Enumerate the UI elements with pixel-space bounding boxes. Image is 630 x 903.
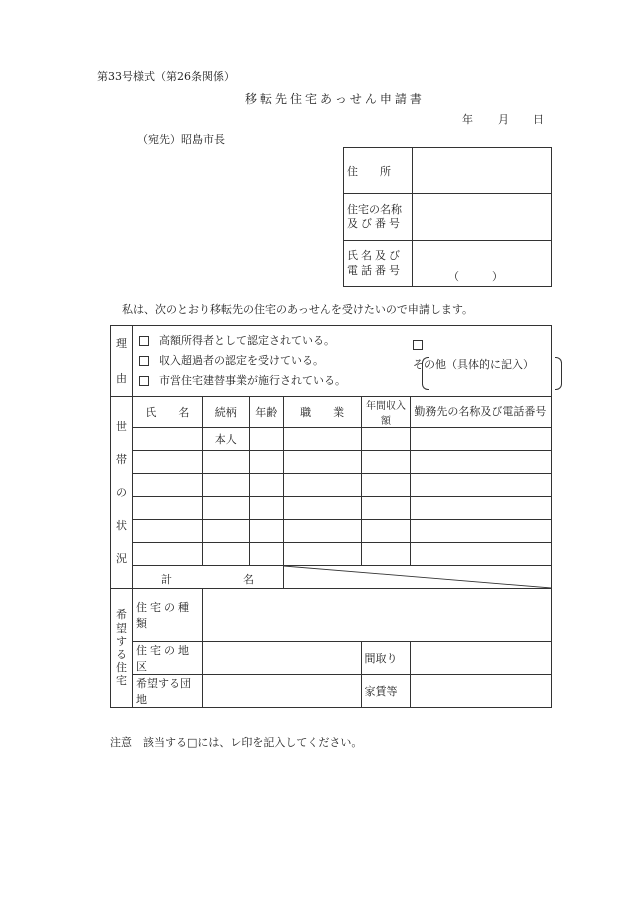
household-label: 世 帯 の 状 況: [111, 397, 133, 589]
total-cell: [132, 566, 283, 589]
reason-option-3[interactable]: 市営住宅建替事業が施行されている。: [139, 371, 548, 391]
address-label: 住 所: [344, 148, 413, 194]
total-label: 計: [160, 573, 172, 586]
checkbox-rebuild[interactable]: [139, 376, 149, 386]
form-number: 第33号様式（第26条関係）: [97, 70, 235, 83]
addressee: （宛先）昭島市長: [137, 133, 225, 146]
header-relation: 続柄: [202, 397, 249, 428]
slash-line: [284, 566, 551, 588]
phone-paren: （ ）: [448, 270, 503, 283]
reason-option-other[interactable]: その他（具体的に記入）: [413, 335, 551, 375]
header-job: 職 業: [283, 397, 361, 428]
date-year: 年: [462, 113, 473, 126]
main-table: [110, 325, 552, 708]
member-income[interactable]: [361, 428, 411, 451]
date-day: 日: [533, 113, 544, 126]
address-field[interactable]: [413, 148, 552, 194]
applicant-table: [343, 147, 552, 287]
statement: 私は、次のとおり移転先の住宅のあっせんを受けたいので申請します。: [122, 303, 474, 316]
estate-field[interactable]: [202, 675, 361, 708]
header-income: 年間収入額: [361, 397, 411, 428]
checkbox-over-income[interactable]: [139, 356, 149, 366]
reason-option-1[interactable]: 高額所得者として認定されている。: [139, 331, 548, 351]
type-label: 住宅の種類: [132, 589, 202, 642]
note: 注意 該当する□には、レ印を記入してください。: [110, 736, 363, 749]
layout-label: 間取り: [361, 642, 411, 675]
table-row: [111, 474, 552, 497]
member-workplace[interactable]: [411, 428, 552, 451]
area-label: 住宅の地区: [132, 642, 202, 675]
member-job[interactable]: [283, 428, 361, 451]
table-row: [111, 543, 552, 566]
member-name[interactable]: [132, 428, 202, 451]
header-workplace: 勤務先の名称及び電話番号: [411, 397, 552, 428]
name-phone-field[interactable]: [413, 241, 552, 287]
residence-field[interactable]: [413, 194, 552, 241]
checkbox-high-income[interactable]: [139, 336, 149, 346]
other-bracket[interactable]: [422, 357, 562, 390]
reason-label: 理 由: [111, 326, 133, 397]
header-name: 氏 名: [132, 397, 202, 428]
area-field[interactable]: [202, 642, 361, 675]
residence-label: 住宅の名称 及び番号: [344, 194, 413, 241]
type-field[interactable]: [202, 589, 551, 642]
table-row: [111, 451, 552, 474]
reason-option-2[interactable]: 収入超過者の認定を受けている。: [139, 351, 548, 371]
page-title: 移転先住宅あっせん申請書: [245, 92, 425, 106]
table-row: [111, 520, 552, 543]
total-slash: [283, 566, 551, 589]
rent-field[interactable]: [411, 675, 552, 708]
date-month: 月: [498, 113, 509, 126]
reason-cell: [132, 326, 551, 397]
name-phone-label: 氏名及び 電話番号: [344, 241, 413, 287]
checkbox-other[interactable]: [413, 340, 423, 350]
rent-label: 家賃等: [361, 675, 411, 708]
estate-label: 希望する団地: [132, 675, 202, 708]
member-relation: 本人: [202, 428, 249, 451]
desired-label: 希 望 す る 住 宅: [111, 589, 133, 708]
total-unit: 名: [242, 573, 254, 586]
header-age: 年齢: [249, 397, 283, 428]
member-age[interactable]: [249, 428, 283, 451]
table-row: [111, 497, 552, 520]
layout-field[interactable]: [411, 642, 552, 675]
